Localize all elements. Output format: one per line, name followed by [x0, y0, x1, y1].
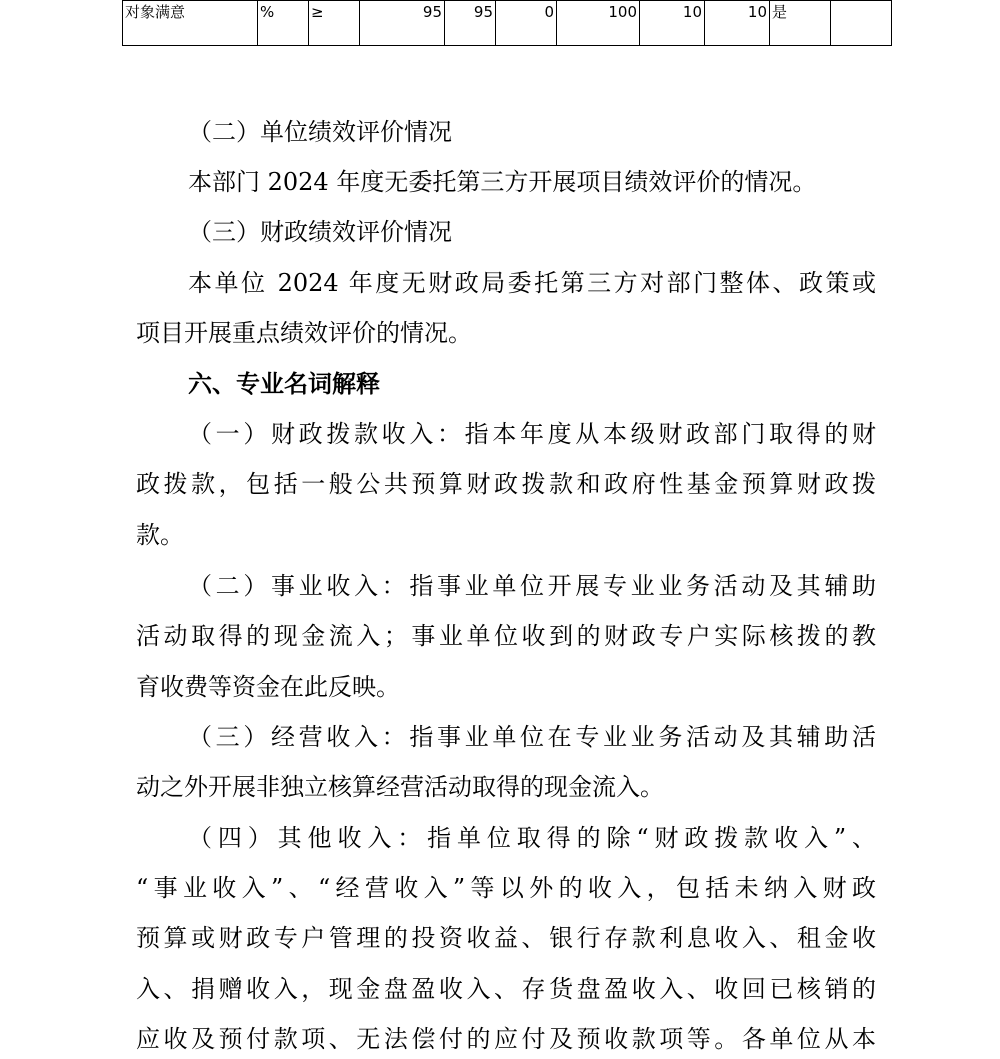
- achieved-cell: 是: [770, 1, 831, 46]
- paragraph-line: 项目开展重点绩效评价的情况。: [136, 319, 472, 347]
- term-label: （一）财政拨款收入：: [188, 420, 465, 448]
- paragraph-line: 政拨款，包括一般公共预算财政拨款和政府性基金预算财政拨: [136, 470, 876, 498]
- operator-cell: ≥: [309, 1, 360, 46]
- term-text: 指本年度从本级财政部门取得的财: [464, 420, 877, 448]
- paragraph-line: 款。: [136, 521, 184, 549]
- paragraph-line: 本单位 2024 年度无财政局委托第三方对部门整体、政策或: [188, 269, 876, 297]
- table-row: [123, 1, 892, 46]
- term-text: 指单位取得的除“财政拨款收入”、: [427, 824, 877, 852]
- term-label: （四）其他收入：: [188, 824, 428, 852]
- term-text: 指事业单位开展专业业务活动及其辅助: [409, 572, 877, 600]
- remark-cell: [831, 1, 892, 46]
- paragraph-line: 活动取得的现金流入；事业单位收到的财政专户实际核拨的教: [136, 622, 876, 650]
- completion-rate-cell: 100: [557, 1, 640, 46]
- paragraph-line: 动之外开展非独立核算经营活动取得的现金流入。: [136, 773, 664, 801]
- paragraph-line: “事业收入”、“经营收入”等以外的收入，包括未纳入财政: [136, 874, 876, 902]
- deviation-cell: 0: [496, 1, 557, 46]
- paragraph-line: 育收费等资金在此反映。: [136, 673, 400, 701]
- paragraph-line: 预算或财政专户管理的投资收益、银行存款利息收入、租金收: [136, 924, 876, 952]
- indicator-name-cell: 对象满意: [123, 1, 258, 46]
- score-cell: 10: [705, 1, 770, 46]
- indicator-table: [122, 0, 892, 46]
- term-definition-line: [188, 818, 876, 853]
- term-label: （三）经营收入：: [188, 723, 410, 751]
- actual-value-cell: 95: [445, 1, 496, 46]
- chapter-heading: 六、专业名词解释: [188, 370, 380, 398]
- term-text: 指事业单位在专业业务活动及其辅助活: [409, 723, 877, 751]
- term-label: （二）事业收入：: [188, 572, 410, 600]
- target-value-cell: 95: [360, 1, 445, 46]
- term-definition-line: [188, 566, 876, 601]
- term-definition-line: [188, 414, 876, 449]
- unit-cell: %: [258, 1, 309, 46]
- paragraph-line: 本部门 2024 年度无委托第三方开展项目绩效评价的情况。: [188, 168, 817, 196]
- paragraph-line: 入、捐赠收入，现金盘盈收入、存货盘盈收入、收回已核销的: [136, 975, 876, 1003]
- section-heading: （三）财政绩效评价情况: [188, 218, 452, 246]
- section-heading: （二）单位绩效评价情况: [188, 118, 452, 146]
- weight-cell: 10: [640, 1, 705, 46]
- term-definition-line: [188, 717, 876, 752]
- paragraph-line: 应收及预付款项、无法偿付的应付及预收款项等。各单位从本: [136, 1025, 876, 1053]
